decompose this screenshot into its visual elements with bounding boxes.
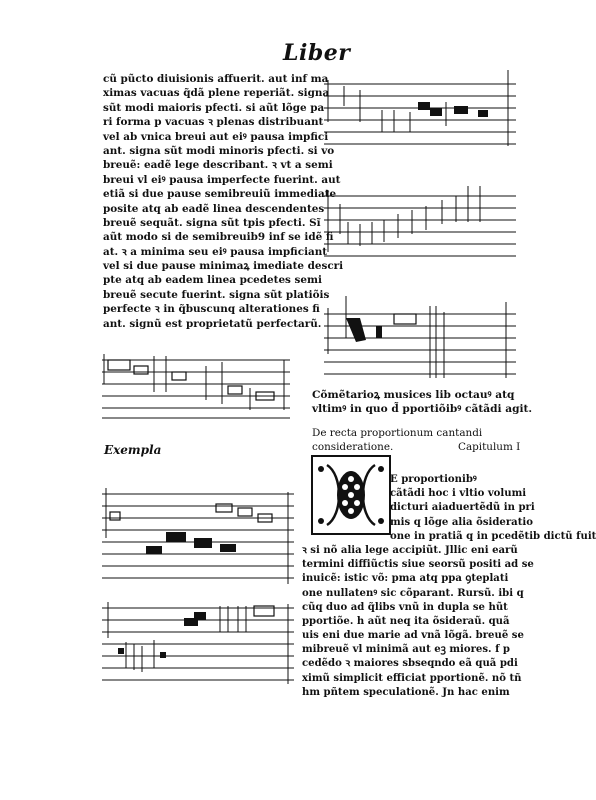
text-line: aũt modo si de semibreuib9 inf se idẽ fi — [103, 231, 334, 244]
staff-notation-left-1 — [96, 352, 296, 422]
subtitle-line: De recta proportionum cantandi — [312, 427, 483, 439]
text-line: etiã si due pause semibreuiũ immediate — [103, 188, 337, 201]
title-line: vltimꝰ in quo d̃ pportiõibꝰ cãtãdi agit. — [312, 403, 533, 415]
text-line: ꝛ si nõ alia lege accipiũt. Jllic eni earũ — [302, 544, 518, 556]
text-line: hm pñtem speculationẽ. Jn hac enim — [302, 686, 510, 698]
running-header: Liber — [283, 40, 351, 66]
text-line: vel si due pause minimaꝝ imediate descri — [103, 260, 344, 273]
text-line: E proportionibꝰ — [390, 474, 477, 485]
text-line: cedẽdo ꝛ maiores sbseqndo eã quã pdi — [302, 658, 518, 670]
text-line: at. ꝛ a minima seu eiꝰ pausa impficiant — [103, 245, 328, 258]
text-line: breuẽ secute fuerint. signa sũt platiõis — [103, 288, 330, 301]
text-line: mibreuẽ vl minimã aut eꝫ miores. f p — [302, 644, 510, 656]
text-line: ri forma p vacuas ꝛ plenas distribuant — [103, 116, 324, 129]
staff-notation-right-1 — [320, 66, 520, 156]
text-line: cãtãdi hoc i vltio volumi — [390, 488, 527, 500]
text-line: perfecte ꝛ in q̃buscunq alterationes fi — [103, 303, 320, 316]
staff-notation-left-3 — [98, 598, 298, 688]
text-line: termini diffiũctis siue seorsũ positi ad se — [302, 559, 534, 571]
text-line: cũ pũcto diuisionis affuerit. aut inf ma — [103, 73, 329, 85]
title-line: Cõmẽtarioꝝ musices lib octauꝰ atq — [312, 389, 515, 401]
text-line: ximũ simplicit efficiat pportionẽ. nõ tñ — [302, 672, 522, 684]
text-line: one in pratiã q in pcedẽtib dictũ fuit — [390, 530, 596, 542]
text-line: ximas vacuas q̃dã plene reperiãt. signa — [103, 87, 330, 100]
text-line: dicturi aiaduertẽdũ in pri — [390, 502, 535, 514]
text-line: pte atq ab eadem linea pcedetes semi — [103, 274, 322, 287]
text-line: breuẽ: eadẽ lege describant. ꝛ vt a semi — [103, 159, 333, 172]
text-line: vel ab vnica breui aut eiꝰ pausa impfici — [103, 130, 329, 143]
exempla-label: Exempla — [104, 443, 162, 457]
text-line: mis q lõge alia õsideratio — [390, 516, 533, 528]
text-line: breui vl eiꝰ pausa imperfecte fuerint. aut — [103, 173, 341, 186]
staff-notation-left-2 — [98, 488, 298, 588]
text-line: ant. signa sũt modi minoris pfecti. si vo — [103, 144, 335, 157]
chapter-heading — [312, 426, 521, 454]
text-line: cũq duo ad q̃libs vnũ in dupla se hũt — [302, 601, 508, 613]
text-line: ant. signũ est proprietatũ perfectarũ. — [103, 317, 322, 330]
text-line: pportiõe. h aũt neq ita õsideraũ. quã — [302, 615, 510, 627]
text-line: sũt modi maioris pfecti. si aũt lõge pa — [103, 101, 325, 114]
staff-notation-right-2 — [320, 182, 520, 262]
text-line: posite atq ab eadẽ linea descendentes — [103, 202, 325, 215]
left-text-column — [103, 72, 343, 331]
text-line: breuẽ sequãt. signa sũt tpis pfecti. Sĩ — [103, 216, 321, 229]
text-line: inuicẽ: istic võ: pma atq ppa ꝯteplati — [302, 573, 509, 585]
staff-notation-right-3 — [320, 292, 520, 382]
book-title — [312, 388, 532, 416]
subtitle-line: consideratione. — [312, 441, 394, 453]
chapter-label: Capitulum I — [458, 441, 521, 453]
text-line: one nullatenꝰ sic cõparant. Rursũ. ibi q — [302, 587, 524, 599]
right-text-column — [302, 473, 596, 700]
text-line: uis eni due marie ad vnã lõgã. breuẽ se — [302, 630, 524, 642]
